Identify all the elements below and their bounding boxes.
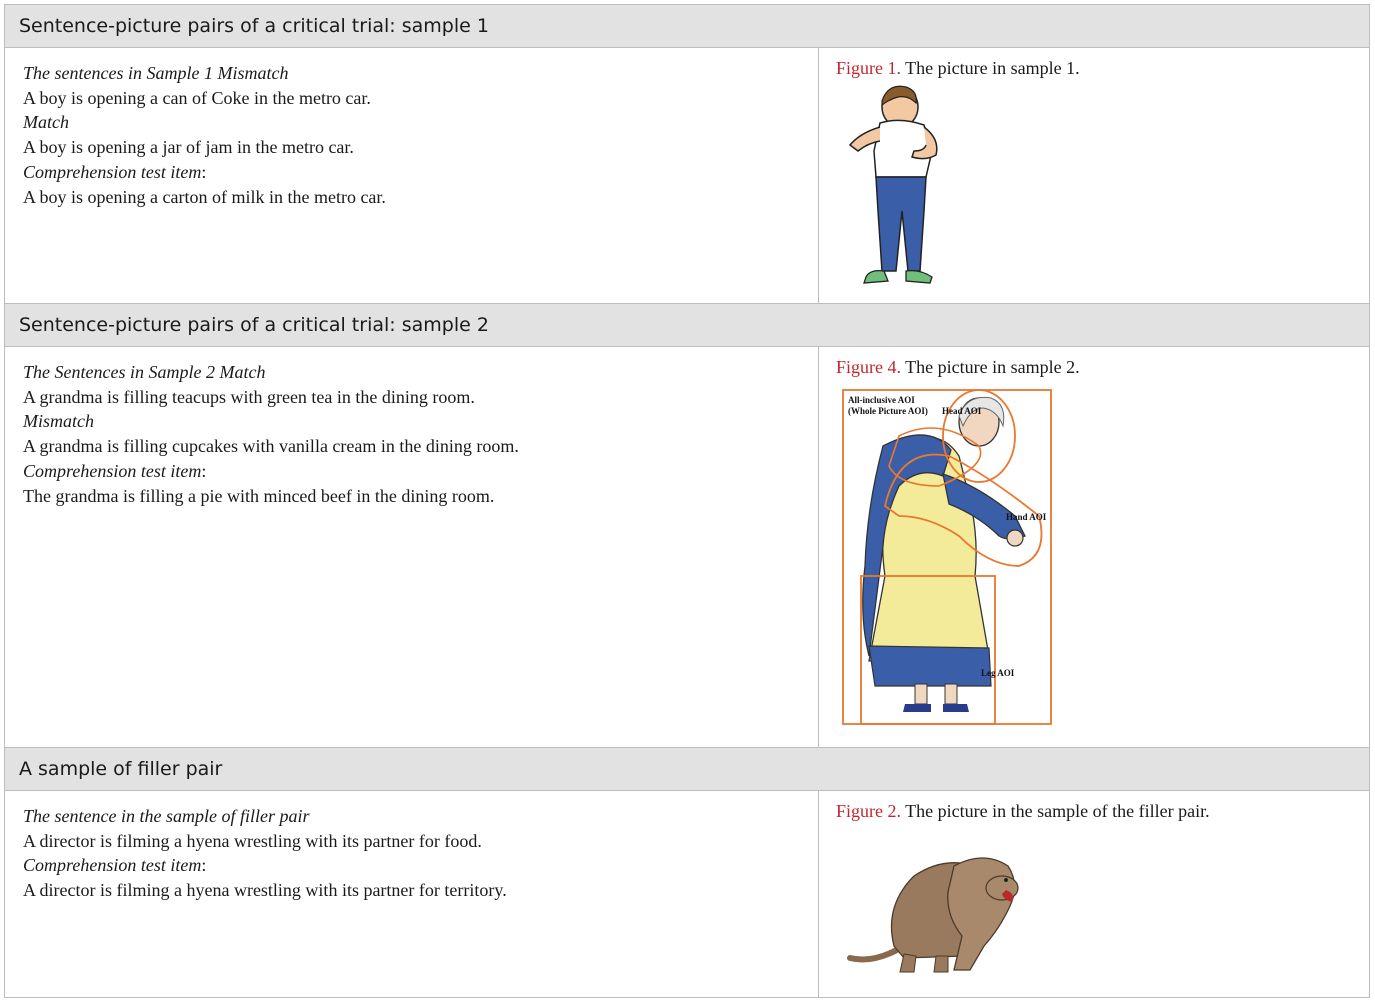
figure-label: Figure 2. <box>836 801 901 821</box>
sentence-mismatch: A boy is opening a can of Coke in the metro car. <box>23 87 371 108</box>
sentence-comprehension: A director is filming a hyena wrestling with its partner for territory. <box>23 880 507 901</box>
comprehension-label: Comprehension test item <box>23 460 202 481</box>
figure-caption-text: The picture in sample 2. <box>901 357 1080 377</box>
sample-table <box>4 4 1370 998</box>
leg-aoi-label: Leg AOI <box>981 668 1015 678</box>
figure-caption-text: The picture in the sample of the filler pair. <box>901 801 1210 821</box>
figure-caption <box>836 357 1369 378</box>
head-aoi-label: Head AOI <box>942 406 982 416</box>
row-sample-2 <box>5 347 1369 748</box>
sentences-cell-sample-2 <box>5 347 819 747</box>
figure-label: Figure 4. <box>836 357 901 377</box>
hand-aoi-label: Hand AOI <box>1006 512 1047 522</box>
sentences-cell-sample-1 <box>5 48 819 303</box>
match-label: Match <box>23 112 69 133</box>
whole-picture-aoi-label: (Whole Picture AOI) <box>848 406 928 416</box>
figure-caption <box>836 58 1369 79</box>
row-sample-1 <box>5 48 1369 304</box>
grandma-aoi-illustration <box>839 386 1059 731</box>
sentence-mismatch: A grandma is filling cupcakes with vanilla cream in the dining room. <box>23 436 519 457</box>
sentence-comprehension: The grandma is filling a pie with minced beef in the dining room. <box>23 485 495 506</box>
figure-cell-sample-1 <box>819 48 1369 303</box>
hyena-illustration <box>844 836 1044 976</box>
comprehension-colon: : <box>201 855 207 876</box>
figure-cell-sample-2 <box>819 347 1369 747</box>
sentences-heading: The sentences in Sample 1 Mismatch <box>23 63 289 83</box>
figure-cell-filler <box>819 791 1369 997</box>
figure-label: Figure 1. <box>836 58 901 78</box>
sentences-heading: The sentence in the sample of filler pair <box>23 806 310 826</box>
all-inclusive-aoi-label: All-inclusive AOI <box>848 395 915 405</box>
comprehension-label-line <box>23 160 818 185</box>
sentences-cell-filler <box>5 791 819 997</box>
section-header-sample-1: Sentence-picture pairs of a critical trial: sample 1 <box>5 5 1369 48</box>
figure-caption <box>836 801 1369 822</box>
comprehension-colon: : <box>201 161 207 182</box>
comprehension-label-line <box>23 459 818 484</box>
comprehension-label: Comprehension test item <box>23 855 202 876</box>
sentence-comprehension: A boy is opening a carton of milk in the metro car. <box>23 186 386 207</box>
sentence-match: A boy is opening a jar of jam in the metro car. <box>23 137 354 158</box>
row-filler <box>5 791 1369 997</box>
comprehension-label-line <box>23 853 818 878</box>
sentence-filler: A director is filming a hyena wrestling with its partner for food. <box>23 830 482 851</box>
boy-illustration <box>840 81 980 299</box>
mismatch-label: Mismatch <box>23 411 94 432</box>
section-header-sample-2: Sentence-picture pairs of a critical trial: sample 2 <box>5 304 1369 347</box>
comprehension-label: Comprehension test item <box>23 161 202 182</box>
sentence-match: A grandma is filling teacups with green tea in the dining room. <box>23 386 475 407</box>
comprehension-colon: : <box>201 460 207 481</box>
sentences-heading: The Sentences in Sample 2 Match <box>23 362 266 382</box>
section-header-filler: A sample of filler pair <box>5 748 1369 791</box>
figure-caption-text: The picture in sample 1. <box>901 58 1080 78</box>
